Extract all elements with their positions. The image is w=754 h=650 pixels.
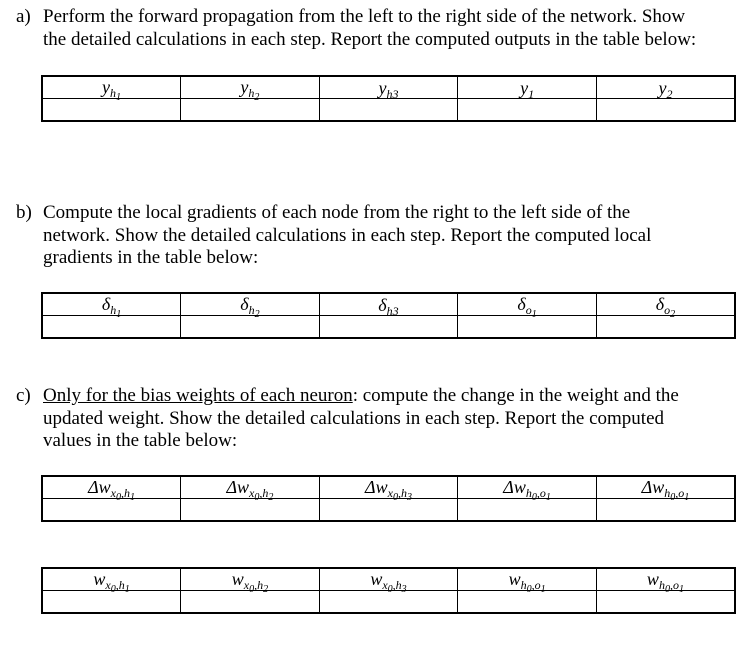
gradients-answer-row xyxy=(42,316,735,339)
header-cell-w-x0-h3: $w_{x_0,h_3}$ xyxy=(319,568,458,591)
answer-cell[interactable] xyxy=(319,99,458,122)
header-cell-delta-h3: $\delta_{h3}$ xyxy=(319,293,458,316)
header-cell-dw-x0-h2: $\Delta w_{x_0,h_2}$ xyxy=(181,476,320,499)
header-cell-y2: $y_2$ xyxy=(596,76,735,99)
outputs-answer-row xyxy=(42,99,735,122)
header-cell-w-x0-h1: $w_{x_0,h_1}$ xyxy=(42,568,181,591)
section-a-label: a) xyxy=(16,6,31,27)
outputs-table xyxy=(41,75,736,122)
weight-change-table xyxy=(41,475,736,522)
updated-weight-table xyxy=(41,567,736,614)
header-cell-yh3: $y_{h3}$ xyxy=(319,76,458,99)
answer-cell[interactable] xyxy=(42,499,181,522)
section-c-line2: updated weight. Show the detailed calculations in each step. Report the computed xyxy=(43,407,665,429)
section-c-line3: values in the table below: xyxy=(43,430,238,451)
answer-cell[interactable] xyxy=(596,316,735,339)
section-c xyxy=(16,385,741,453)
gradients-header-row xyxy=(42,293,735,316)
header-cell-y1: $y_1$ xyxy=(458,76,597,99)
answer-cell[interactable] xyxy=(458,499,597,522)
header-cell-dw-x0-h1: $\Delta w_{x_0,h_1}$ xyxy=(42,476,181,499)
answer-cell[interactable] xyxy=(181,99,320,122)
bias-emphasis: Only for the bias weights of each neuron xyxy=(43,385,353,406)
header-cell-delta-o1: $\delta_{o_1}$ xyxy=(458,293,597,316)
answer-cell[interactable] xyxy=(596,99,735,122)
weight-change-answer-row xyxy=(42,499,735,522)
header-cell-delta-h2: $\delta_{h_2}$ xyxy=(181,293,320,316)
answer-cell[interactable] xyxy=(42,99,181,122)
section-b-line3: gradients in the table below: xyxy=(43,247,259,268)
header-cell-delta-o2: $\delta_{o_2}$ xyxy=(596,293,735,316)
header-cell-dw-x0-h3: $\Delta w_{x_0,h_3}$ xyxy=(319,476,458,499)
section-b-label: b) xyxy=(16,202,32,223)
section-a-line2: the detailed calculations in each step. Report the computed outputs in the table below: xyxy=(43,28,697,50)
updated-weight-header-row xyxy=(42,568,735,591)
outputs-header-row xyxy=(42,76,735,99)
answer-cell[interactable] xyxy=(319,499,458,522)
gradients-table xyxy=(41,292,736,339)
header-cell-yh1: $y_{h_1}$ xyxy=(42,76,181,99)
header-cell-w-h0-o1: $w_{h_0,o_1}$ xyxy=(458,568,597,591)
answer-cell[interactable] xyxy=(458,99,597,122)
section-b-line1: Compute the local gradients of each node from the right to the left side of the xyxy=(43,202,631,223)
answer-cell[interactable] xyxy=(181,499,320,522)
answer-cell[interactable] xyxy=(596,499,735,522)
section-a-line1: Perform the forward propagation from the left to the right side of the network. Show xyxy=(43,6,686,27)
header-cell-delta-h1: $\delta_{h_1}$ xyxy=(42,293,181,316)
header-cell-w-h0-o1-b: $w_{h_0,o_1}$ xyxy=(596,568,735,591)
answer-cell[interactable] xyxy=(181,316,320,339)
header-cell-dw-h0-o1-b: $\Delta w_{h_0,o_1}$ xyxy=(596,476,735,499)
section-c-label: c) xyxy=(16,385,31,406)
answer-cell[interactable] xyxy=(458,316,597,339)
section-c-line1: Only for the bias weights of each neuron: compute the change in the weight and the xyxy=(43,385,679,406)
header-cell-dw-h0-o1: $\Delta w_{h_0,o_1}$ xyxy=(458,476,597,499)
section-b xyxy=(16,202,741,270)
header-cell-yh2: $y_{h_2}$ xyxy=(181,76,320,99)
section-a xyxy=(16,6,741,51)
section-b-line2: network. Show the detailed calculations in each step. Report the computed local xyxy=(43,224,652,246)
weight-change-header-row xyxy=(42,476,735,499)
answer-cell[interactable] xyxy=(319,316,458,339)
answer-cell[interactable] xyxy=(42,316,181,339)
header-cell-w-x0-h2: $w_{x_0,h_2}$ xyxy=(181,568,320,591)
